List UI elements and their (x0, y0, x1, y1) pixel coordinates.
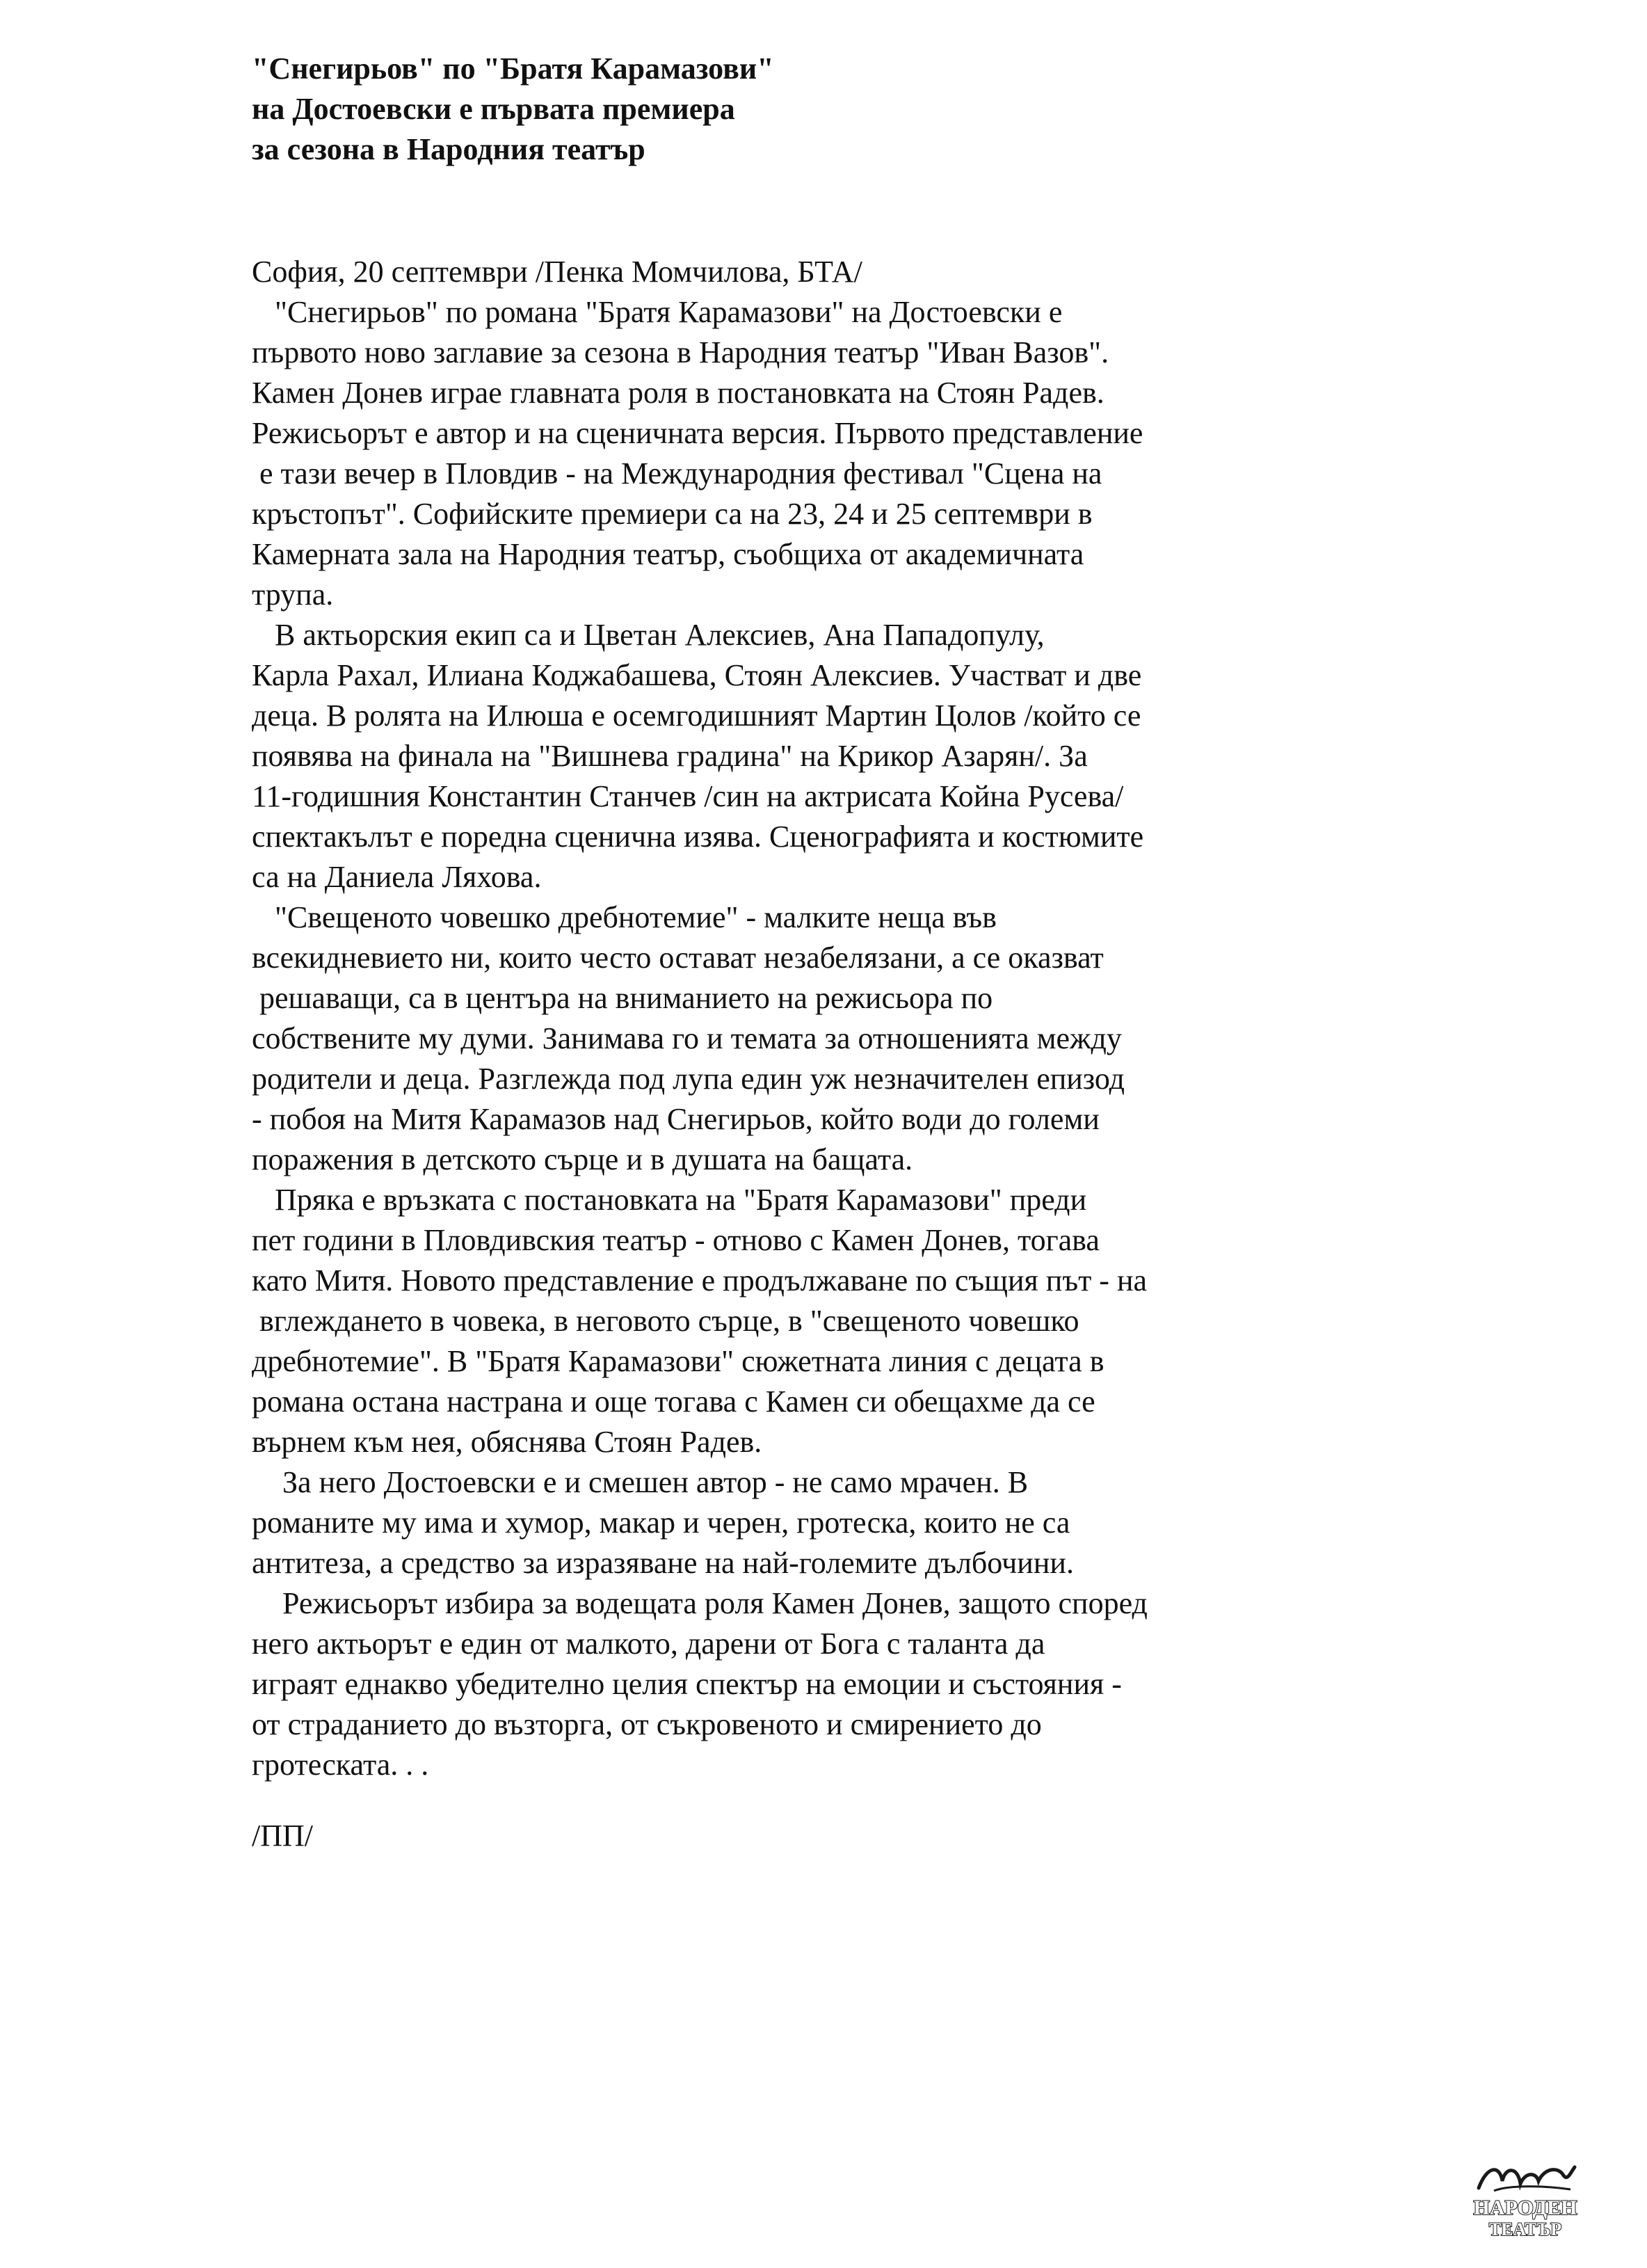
signoff: /ПП/ (252, 1819, 313, 1853)
paragraph (252, 292, 1337, 615)
paragraph-line: решаващи, са в центъра на вниманието на режисьора по (252, 981, 993, 1015)
paragraph-line: Карла Рахал, Илиана Коджабашева, Стоян Алексиев. Участват и две (252, 658, 1142, 692)
paragraph-line: За него Достоевски е и смешен автор - не само мрачен. В (252, 1465, 1029, 1499)
paragraph-line: родители и деца. Разглежда под лупа един уж незначителен епизод (252, 1062, 1125, 1096)
paragraph-line: пет години в Пловдивския театър - отново с Камен Донев, тогава (252, 1223, 1100, 1257)
paragraph-line: вглеждането в човека, в неговото сърце, в "свещеното човешко (252, 1304, 1079, 1338)
paragraph-line: Режисьорът избира за водещата роля Камен Донев, защото според (252, 1586, 1148, 1620)
paragraph (252, 615, 1337, 897)
paragraph-line: гротеската. . . (252, 1748, 429, 1782)
paragraph (252, 897, 1337, 1180)
paragraph (252, 1462, 1337, 1583)
paragraph-line: е тази вечер в Пловдив - на Международния фестивал "Сцена на (252, 456, 1102, 490)
headline-line: "Снегирьов" по "Братя Карамазови" (252, 51, 774, 86)
national-theatre-logo (1466, 2160, 1584, 2244)
paragraph-line: Камен Донев играе главната роля в постановката на Стоян Радев. (252, 376, 1104, 410)
headline-line: за сезона в Народния театър (252, 132, 645, 166)
paragraph-line: спектакълът е поредна сценична изява. Сценографията и костюмите (252, 820, 1144, 854)
logo-text-line2: ТЕАТЪР (1488, 2219, 1562, 2239)
paragraph-line: поражения в детското сърце и в душата на бащата. (252, 1142, 913, 1176)
paragraph (252, 1180, 1337, 1462)
paragraph-line: като Митя. Новото представление е продължаване по същия път - на (252, 1263, 1148, 1297)
paragraph-line: Пряка е връзката с постановката на "Братя Карамазови" преди (252, 1183, 1087, 1217)
article-body (252, 292, 1337, 1785)
paragraph-line: са на Даниела Ляхова. (252, 860, 542, 894)
dateline: София, 20 септември /Пенка Момчилова, БТА/ (252, 255, 862, 289)
paragraph-line: първото ново заглавие за сезона в Народния театър "Иван Вазов". (252, 335, 1109, 369)
paragraph-line: дребнотемие". В "Братя Карамазови" сюжетната линия с децата в (252, 1344, 1104, 1378)
paragraph-line: трупа. (252, 577, 334, 612)
paragraph-line: "Свещеното човешко дребнотемие" - малките неща във (252, 900, 997, 934)
paragraph-line: всекидневието ни, които често остават незабелязани, а се оказват (252, 941, 1104, 975)
paragraph-line: Режисьорът е автор и на сценичната версия. Първото представление (252, 416, 1143, 450)
paragraph (252, 1583, 1337, 1785)
paragraph-line: романа остана настрана и още тогава с Камен си обещахме да се (252, 1384, 1095, 1419)
logo-text-line1: НАРОДЕН (1473, 2196, 1577, 2219)
paragraph-line: В актьорския екип са и Цветан Алексиев, Ана Пападопулу, (252, 618, 1045, 652)
paragraph-line: появява на финала на "Вишнева градина" на Крикор Азарян/. За (252, 739, 1088, 773)
headline (252, 49, 1295, 170)
paragraph-line: собствените му думи. Занимава го и темата за отношенията между (252, 1021, 1122, 1055)
paragraph-line: Камерната зала на Народния театър, съобщиха от академичната (252, 537, 1084, 571)
paragraph-line: кръстопът". Софийските премиери са на 23, 24 и 25 септември в (252, 497, 1093, 531)
paragraph-line: върнем към нея, обяснява Стоян Радев. (252, 1425, 762, 1459)
paragraph-line: деца. В ролята на Илюша е осемгодишният Мартин Цолов /който се (252, 698, 1141, 733)
paragraph-line: "Снегирьов" по романа "Братя Карамазови" на Достоевски е (252, 295, 1063, 329)
headline-line: на Достоевски е първата премиера (252, 92, 735, 126)
paragraph-line: от страданието до възторга, от съкровеното и смирението до (252, 1707, 1042, 1741)
paragraph-line: 11-годишния Константин Станчев /син на актрисата Койна Русева/ (252, 779, 1124, 813)
paragraph-line: антитеза, а средство за изразяване на най-големите дълбочини. (252, 1546, 1074, 1580)
paragraph-line: романите му има и хумор, макар и черен, гротеска, които не са (252, 1506, 1070, 1540)
paragraph-line: играят еднакво убедително целия спектър на емоции и състояния - (252, 1667, 1122, 1701)
paragraph-line: - побоя на Митя Карамазов над Снегирьов, който води до големи (252, 1102, 1100, 1136)
paragraph-line: него актьорът е един от малкото, дарени от Бога с таланта да (252, 1627, 1045, 1661)
